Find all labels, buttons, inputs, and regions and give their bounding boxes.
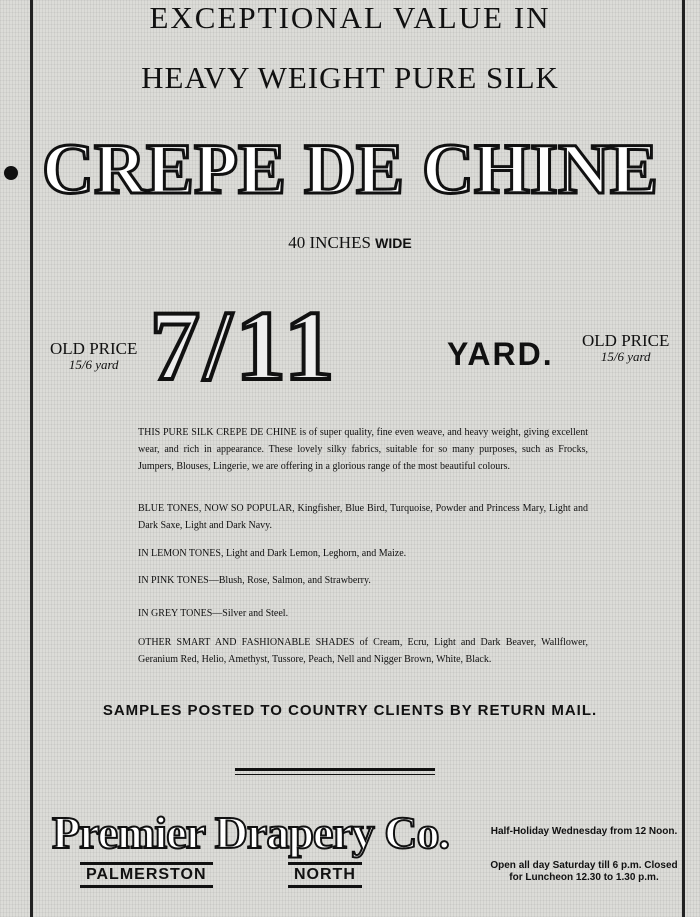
old-price-label: OLD PRICE bbox=[582, 331, 670, 350]
description-paragraph: THIS PURE SILK CREPE DE CHINE is of super quality, fine even weave, and heavy weight, giving excellent wear, and rich in appearance. These lovely silky fabrics, suitable for so many purposes, such as Frocks, Jumpers, Blouses, Lingerie, we are offering in a glorious range of the most beautiful colours. bbox=[138, 427, 588, 472]
store-name: Premier Drapery Co. bbox=[52, 807, 449, 858]
old-price-label: OLD PRICE bbox=[50, 339, 138, 358]
new-price: 7/11 bbox=[150, 290, 339, 401]
width-note bbox=[0, 233, 700, 253]
product-title: CREPE DE CHINE bbox=[41, 129, 659, 209]
pink-tones-paragraph: IN PINK TONES—Blush, Rose, Salmon, and Strawberry. bbox=[138, 575, 371, 586]
other-shades-paragraph: OTHER SMART AND FASHIONABLE SHADES of Cream, Ecru, Light and Dark Beaver, Wallflower, Geranium Red, Helio, Amethyst, Tussore, Peach, Nell and Nigger Brown, White, Black. bbox=[138, 637, 588, 665]
width-word: WIDE bbox=[375, 235, 412, 251]
lemon-tones-paragraph: IN LEMON TONES, Light and Dark Lemon, Leghorn, and Maize. bbox=[138, 548, 407, 559]
old-price-value: 15/6 yard bbox=[68, 356, 119, 372]
old-price-left bbox=[50, 340, 137, 371]
blue-tones-paragraph: BLUE TONES, NOW SO POPULAR, Kingfisher, Blue Bird, Turquoise, Powder and Princess Mary, Light and Dark Saxe, Light and Dark Navy. bbox=[138, 503, 588, 531]
old-price-right bbox=[582, 332, 669, 363]
samples-notice: SAMPLES POSTED TO COUNTRY CLIENTS BY RETURN MAIL. bbox=[102, 702, 598, 719]
half-holiday-notice: Half-Holiday Wednesday from 12 Noon. bbox=[490, 826, 678, 837]
divider-rule bbox=[235, 768, 435, 771]
price-unit: YARD. bbox=[447, 336, 554, 372]
city-name-left: PALMERSTON bbox=[80, 862, 213, 888]
city-name-right: NORTH bbox=[288, 862, 362, 888]
saturday-hours-notice: Open all day Saturday till 6 p.m. Closed for Luncheon 12.30 to 1.30 p.m. bbox=[490, 860, 678, 883]
store-logo bbox=[52, 800, 482, 900]
divider-rule-thin bbox=[235, 774, 435, 775]
width-text: 40 INCHES bbox=[288, 233, 371, 252]
headline-line-1: EXCEPTIONAL VALUE IN bbox=[149, 0, 551, 35]
grey-tones-paragraph: IN GREY TONES—Silver and Steel. bbox=[138, 608, 289, 619]
old-price-value: 15/6 yard bbox=[600, 348, 651, 364]
headline-line-2: HEAVY WEIGHT PURE SILK bbox=[141, 60, 559, 95]
